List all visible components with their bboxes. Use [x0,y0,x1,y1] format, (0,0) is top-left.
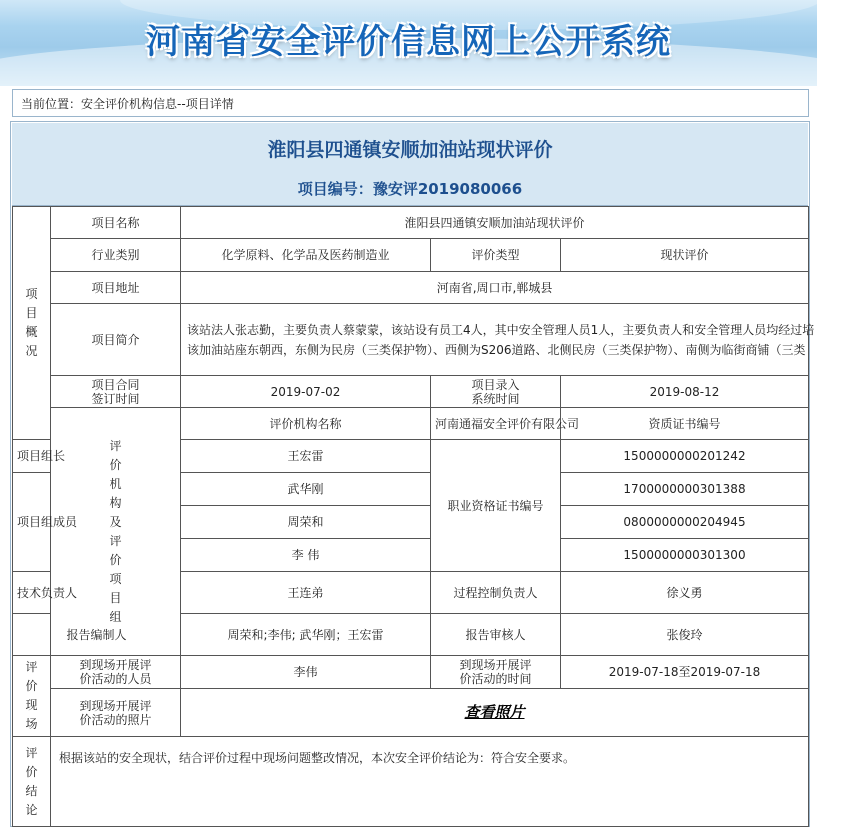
leader-label: 项目组长 [13,440,51,473]
project-title: 淮阳县四通镇安顺加油站现状评价 [267,139,553,161]
project-header [12,123,808,206]
conclusion-text: 根据该站的安全现状，结合评价过程中现场问题整改情况，本次安全评价结论为：符合安全要求。 [51,737,809,827]
site-people-value: 李伟 [181,656,431,689]
member-name: 周荣和 [181,506,431,539]
intro-line: 该站法人张志勤，主要负责人蔡蒙蒙，该站设有员工4人，其中安全管理人员1人，主要负责人和安全管理人员均经过培 [187,322,815,337]
view-photos-link[interactable]: 查看照片 [464,703,525,721]
contract-date-value: 2019-07-02 [181,376,431,408]
cert-label: 资质证书编号 [561,408,809,440]
intro-label: 项目简介 [51,304,181,376]
report-author-value: 周荣和;李伟; 武华刚；王宏雷 [181,614,431,656]
breadcrumb [12,89,809,117]
address-value: 河南省,周口市,郸城县 [181,272,809,304]
breadcrumb-link-org-info[interactable]: 安全评价机构信息 [81,97,178,111]
address-label: 项目地址 [51,272,181,304]
project-info-table [12,206,815,827]
industry-label: 行业类别 [51,239,181,272]
report-reviewer-label: 报告审核人 [431,614,561,656]
site-photo-label: 到现场开展评 价活动的照片 [51,689,181,737]
org-name-value: 河南通福安全评价有限公司 [431,408,561,440]
member-cert: 1700000000301388 [561,473,809,506]
project-name-label: 项目名称 [51,207,181,239]
breadcrumb-separator: -- [177,97,186,111]
site-time-value: 2019-07-18至2019-07-18 [561,656,809,689]
breadcrumb-current: 项目详情 [185,97,234,111]
section-conclusion-label: 评 价 结 论 [13,737,51,827]
entry-date-label: 项目录入 系统时间 [431,376,561,408]
eval-type-value: 现状评价 [561,239,809,272]
member-cert: 1500000000301300 [561,539,809,572]
project-detail-panel [10,121,815,827]
member-cert: 0800000000204945 [561,506,809,539]
contract-date-label: 项目合同 签订时间 [51,376,181,408]
section-overview-label: 项 目 概 况 [13,207,51,440]
process-lead-value: 徐义勇 [561,572,809,614]
member-name: 武华刚 [181,473,431,506]
report-reviewer-value: 张俊玲 [561,614,809,656]
qualification-label: 职业资格证书编号 [431,440,561,572]
site-photo-cell [181,689,809,737]
leader-cert: 1500000000201242 [561,440,809,473]
industry-value: 化学原料、化学品及医药制造业 [181,239,431,272]
org-name-label: 评价机构名称 [181,408,431,440]
breadcrumb-prefix: 当前位置： [21,97,82,111]
project-code [12,178,808,199]
members-label: 项目组成员 [13,473,51,572]
site-people-label: 到现场开展评 价活动的人员 [51,656,181,689]
project-code-label: 项目编号： [297,180,373,198]
entry-date-value: 2019-08-12 [561,376,809,408]
project-code-value: 豫安评2019080066 [372,180,523,198]
process-lead-label: 过程控制负责人 [431,572,561,614]
header-banner [0,0,817,86]
site-title: 河南省安全评价信息网上公开系统 [146,22,671,62]
project-name-value: 淮阳县四通镇安顺加油站现状评价 [181,207,809,239]
tech-lead-label: 技术负责人 [13,572,51,614]
intro-line: 该加油站座东朝西，东侧为民房（三类保护物）、西侧为S206道路、北侧民房（三类保护物）、南侧为临街商铺（三类 [187,342,806,357]
intro-value [181,304,815,376]
section-site-label: 评 价 现 场 [13,656,51,737]
site-time-label: 到现场开展评 价活动的时间 [431,656,561,689]
tech-lead-value: 王连弟 [181,572,431,614]
member-name: 李 伟 [181,539,431,572]
leader-name: 王宏雷 [181,440,431,473]
section-org-label: 评 价 机 构 及 评 价 项 目 组 [51,408,181,656]
eval-type-label: 评价类型 [431,239,561,272]
report-author-label: 报告编制人 [13,614,181,656]
